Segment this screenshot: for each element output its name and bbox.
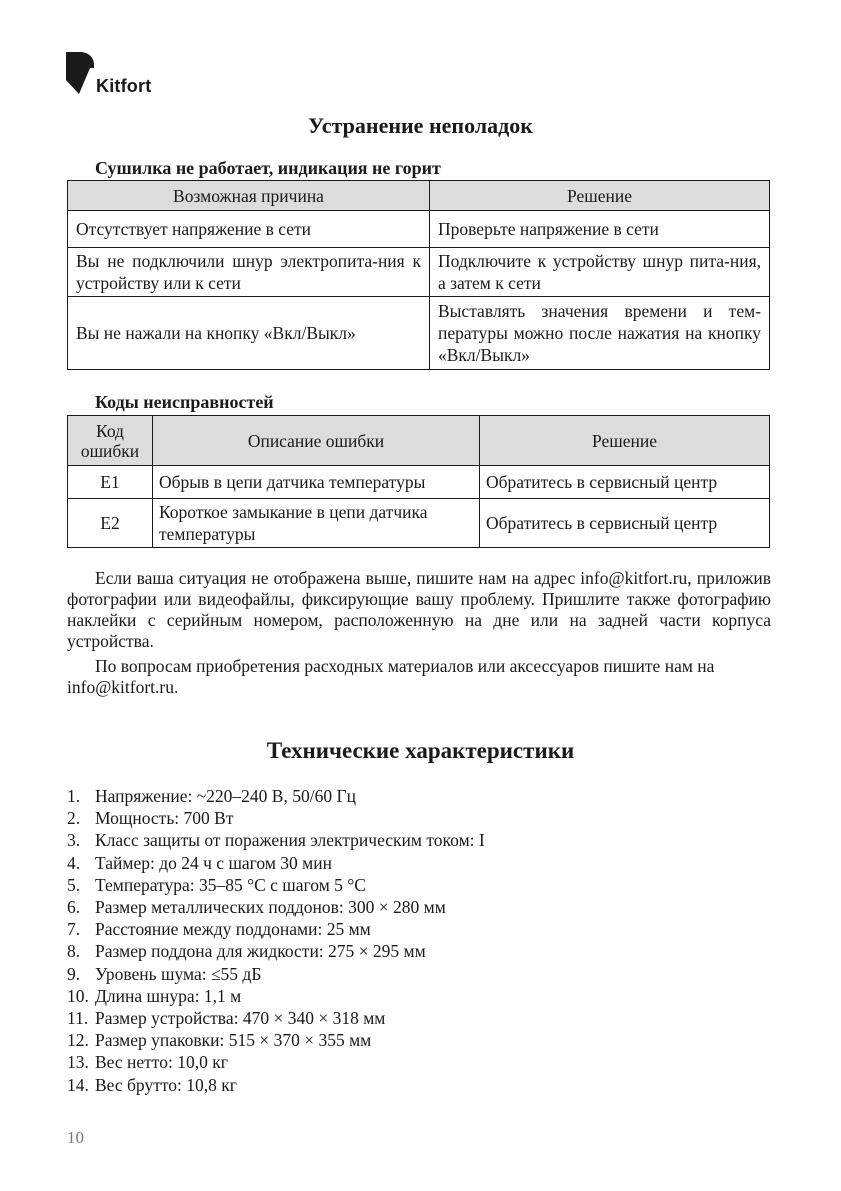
error-codes-subtitle: Коды неисправностей: [95, 392, 274, 412]
table-row: [68, 211, 770, 248]
error-code-cell: E1: [68, 466, 153, 499]
list-item-text: Таймер: до 24 ч с шагом 30 мин: [95, 852, 332, 873]
list-item: [67, 985, 485, 1007]
list-item: [67, 807, 485, 829]
contact-paragraph: Если ваша ситуация не отображена выше, пишите нам на адрес info@kitfort.ru, приложив фотографии или видеофайлы, фиксирующие вашу проблему. Пришлите также фотографию наклейки с серийным номером, расположенную на дне или на задней части корпуса устройства.: [67, 568, 771, 651]
list-item: [67, 918, 485, 940]
list-item-number: 8.: [67, 941, 81, 962]
list-item-number: 2.: [67, 808, 81, 829]
solution-cell: Проверьте напряжение в сети: [430, 211, 770, 248]
list-item-number: 5.: [67, 874, 81, 895]
table-row: [68, 499, 770, 548]
list-item: [67, 1074, 485, 1096]
table-header-row: [68, 181, 770, 211]
list-item-number: 3.: [67, 830, 81, 851]
list-item-text: Вес брутто: 10,8 кг: [95, 1074, 237, 1095]
accessories-paragraph: По вопросам приобретения расходных материалов или аксессуаров пишите нам на info@kitfort.ru.: [67, 656, 715, 697]
list-item-text: Размер металлических поддонов: 300 × 280 мм: [95, 897, 446, 918]
error-solution-cell: Обратитесь в сервисный центр: [480, 466, 770, 499]
kitfort-logo-icon: [66, 52, 94, 94]
header-description: Описание ошибки: [153, 416, 480, 466]
specs-title: Технические характеристики: [266, 738, 575, 763]
cause-cell: Отсутствует напряжение в сети: [68, 211, 430, 248]
header-code: Код ошибки: [68, 416, 153, 466]
troubleshooting-table: [67, 180, 770, 370]
list-item-text: Длина шнура: 1,1 м: [95, 985, 242, 1006]
list-item-number: 4.: [67, 852, 81, 873]
list-item-number: 1.: [67, 786, 81, 806]
cause-cell: Вы не нажали на кнопку «Вкл/Выкл»: [68, 297, 430, 370]
header-solution: Решение: [430, 181, 770, 211]
error-description-cell: Короткое замыкание в цепи датчика температуры: [153, 499, 480, 548]
list-item-text: Размер устройства: 470 × 340 × 318 мм: [95, 1008, 386, 1029]
header-cause: Возможная причина: [68, 181, 430, 211]
error-description-cell: Обрыв в цепи датчика температуры: [153, 466, 480, 499]
list-item-text: Расстояние между поддонами: 25 мм: [95, 919, 371, 940]
list-item-text: Уровень шума: ≤55 дБ: [95, 963, 262, 984]
solution-cell: Выставлять значения времени и тем-пературы можно после нажатия на кнопку «Вкл/Выкл»: [430, 297, 770, 370]
list-item: [67, 940, 485, 962]
list-item-number: 10.: [67, 985, 89, 1006]
page-number: 10: [67, 1128, 84, 1147]
brand-name: Kitfort: [96, 76, 152, 96]
list-item: [67, 829, 485, 851]
list-item: [67, 785, 485, 807]
brand-logo: [66, 52, 186, 100]
list-item: [67, 1007, 485, 1029]
list-item: [67, 1029, 485, 1051]
list-item-number: 6.: [67, 897, 81, 918]
error-code-cell: E2: [68, 499, 153, 548]
error-codes-table: [67, 415, 770, 548]
table-row: [68, 466, 770, 499]
list-item-text: Напряжение: ~220–240 В, 50/60 Гц: [95, 786, 356, 806]
troubleshooting-title: Устранение неполадок: [308, 113, 533, 138]
list-item-number: 9.: [67, 963, 81, 984]
list-item-text: Мощность: 700 Вт: [95, 808, 234, 829]
list-item-number: 13.: [67, 1052, 89, 1073]
list-item-text: Размер поддона для жидкости: 275 × 295 мм: [95, 941, 426, 962]
list-item: [67, 896, 485, 918]
list-item: [67, 1051, 485, 1073]
table-row: [68, 297, 770, 370]
list-item-number: 11.: [67, 1008, 89, 1029]
list-item-text: Температура: 35–85 °C с шагом 5 °C: [95, 874, 366, 895]
list-item-text: Размер упаковки: 515 × 370 × 355 мм: [95, 1030, 372, 1051]
list-item-number: 7.: [67, 919, 81, 940]
list-item: [67, 874, 485, 896]
list-item-text: Класс защиты от поражения электрическим током: I: [95, 830, 485, 851]
troubleshooting-subtitle: Сушилка не работает, индикация не горит: [95, 158, 441, 178]
list-item-number: 12.: [67, 1030, 89, 1051]
solution-cell: Подключите к устройству шнур пита-ния, а затем к сети: [430, 248, 770, 297]
list-item: [67, 852, 485, 874]
list-item-number: 14.: [67, 1074, 89, 1095]
list-item-text: Вес нетто: 10,0 кг: [95, 1052, 228, 1073]
error-solution-cell: Обратитесь в сервисный центр: [480, 499, 770, 548]
header-solution: Решение: [480, 416, 770, 466]
list-item: [67, 963, 485, 985]
table-header-row: [68, 416, 770, 466]
table-row: [68, 248, 770, 297]
specs-list: [67, 785, 485, 1096]
cause-cell: Вы не подключили шнур электропита-ния к устройству или к сети: [68, 248, 430, 297]
